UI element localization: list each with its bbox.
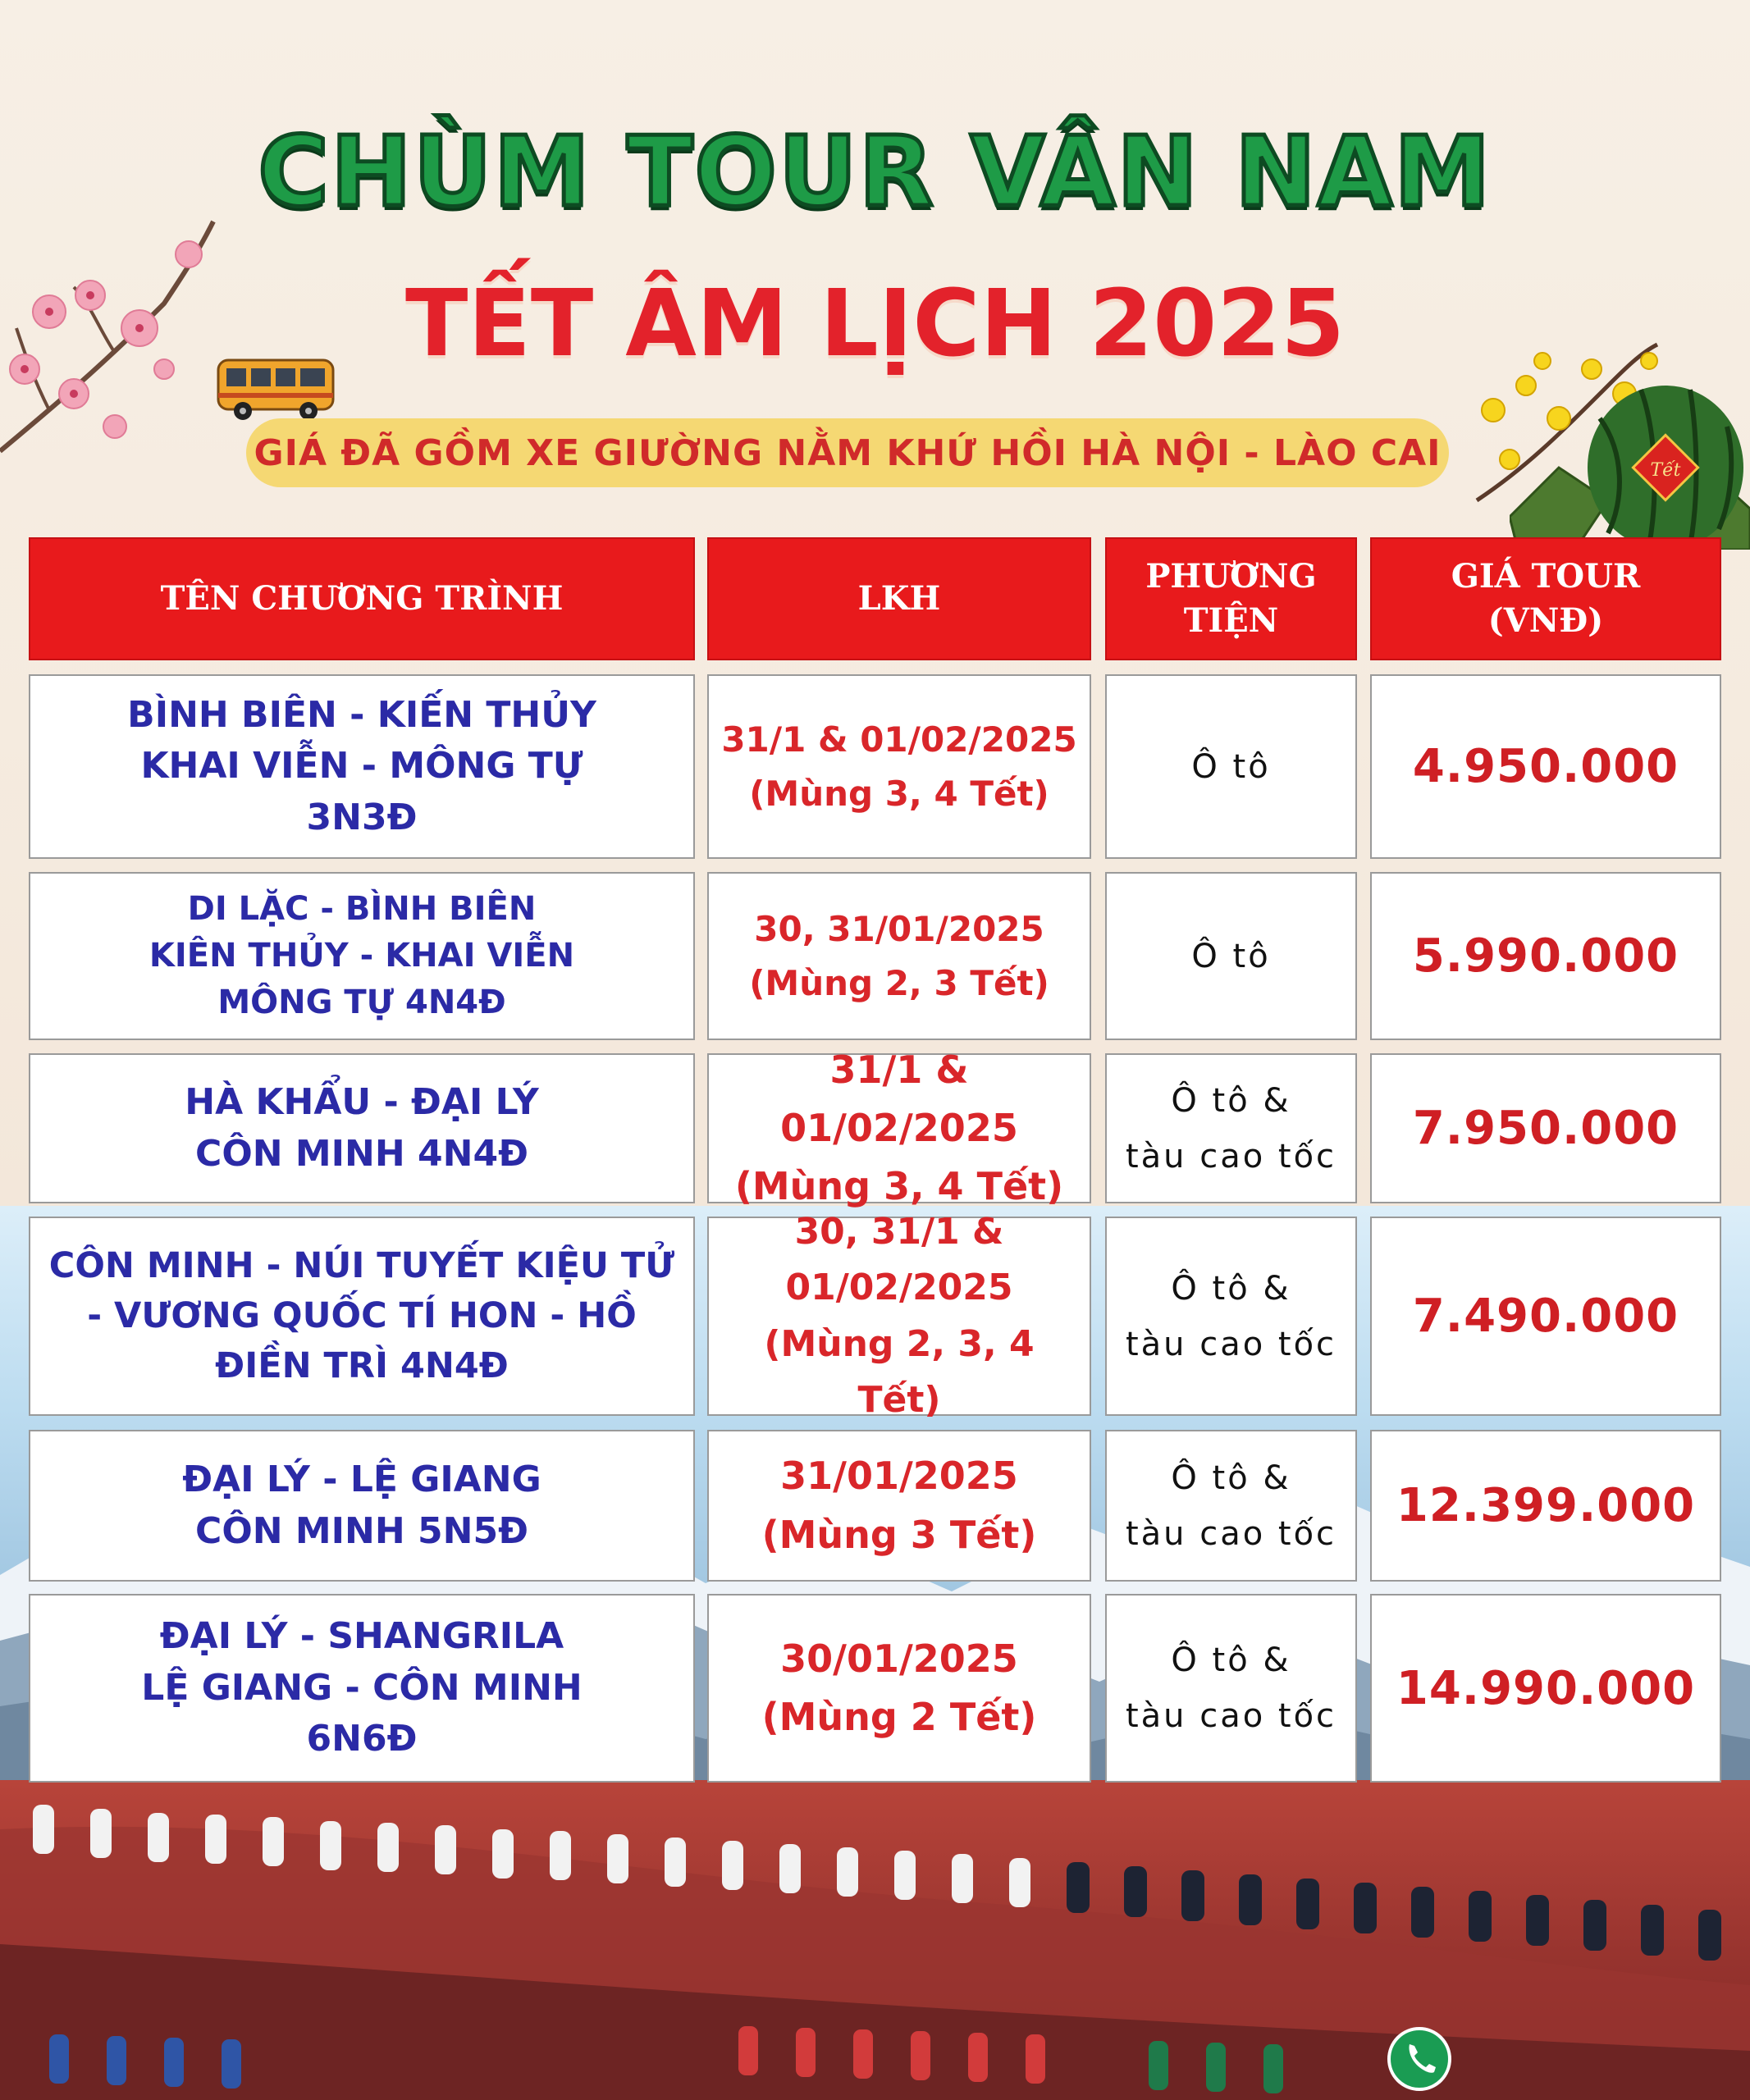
page-title: CHÙM TOUR VÂN NAM (258, 115, 1492, 228)
transport: Ô tô & tàu cao tốc (1105, 1053, 1357, 1203)
tour-name: CÔN MINH - NÚI TUYẾT KIỆU TỬ - VƯƠNG QUỐC TÍ HON - HỒ ĐIỀN TRÌ 4N4Đ (29, 1217, 695, 1416)
tour-price: 7.490.000 (1370, 1217, 1721, 1416)
tour-price: 7.950.000 (1370, 1053, 1721, 1203)
col-header-transport: PHƯƠNG TIỆN (1105, 537, 1357, 660)
col-header-program: TÊN CHƯƠNG TRÌNH (29, 537, 695, 660)
transport: Ô tô (1105, 674, 1357, 859)
departure-date: 30, 31/1 & 01/02/2025 (Mùng 2, 3, 4 Tết) (707, 1217, 1091, 1416)
tour-price: 14.990.000 (1370, 1594, 1721, 1783)
tour-name: BÌNH BIÊN - KIẾN THỦY KHAI VIỄN - MÔNG TỰ 3N3Đ (29, 674, 695, 859)
tour-name: HÀ KHẨU - ĐẠI LÝ CÔN MINH 4N4Đ (29, 1053, 695, 1203)
transport: Ô tô & tàu cao tốc (1105, 1217, 1357, 1416)
departure-date: 31/01/2025 (Mùng 3 Tết) (707, 1430, 1091, 1582)
tour-name: ĐẠI LÝ - SHANGRILA LỆ GIANG - CÔN MINH 6N6Đ (29, 1594, 695, 1783)
price-note-text: GIÁ ĐÃ GỒM XE GIƯỜNG NẰM KHỨ HỒI HÀ NỘI - LÀO CAI (254, 431, 1442, 474)
transport: Ô tô & tàu cao tốc (1105, 1594, 1357, 1783)
watermelon-label: Tết (1650, 460, 1681, 481)
transport: Ô tô & tàu cao tốc (1105, 1430, 1357, 1582)
tour-price: 4.950.000 (1370, 674, 1721, 859)
transport: Ô tô (1105, 872, 1357, 1040)
departure-date: 31/1 & 01/02/2025 (Mùng 3, 4 Tết) (707, 1053, 1091, 1203)
col-header-date: LKH (707, 537, 1091, 660)
col-header-price: GIÁ TOUR (VNĐ) (1370, 537, 1721, 660)
departure-date: 30, 31/01/2025 (Mùng 2, 3 Tết) (707, 872, 1091, 1040)
tour-price: 5.990.000 (1370, 872, 1721, 1040)
page-subtitle-year: TẾT ÂM LỊCH 2025 (404, 271, 1346, 377)
departure-date: 31/1 & 01/02/2025 (Mùng 3, 4 Tết) (707, 674, 1091, 859)
departure-date: 30/01/2025 (Mùng 2 Tết) (707, 1594, 1091, 1783)
tour-name: DI LẶC - BÌNH BIÊN KIÊN THỦY - KHAI VIỄN MÔNG TỰ 4N4Đ (29, 872, 695, 1040)
tour-price: 12.399.000 (1370, 1430, 1721, 1582)
tour-name: ĐẠI LÝ - LỆ GIANG CÔN MINH 5N5Đ (29, 1430, 695, 1582)
